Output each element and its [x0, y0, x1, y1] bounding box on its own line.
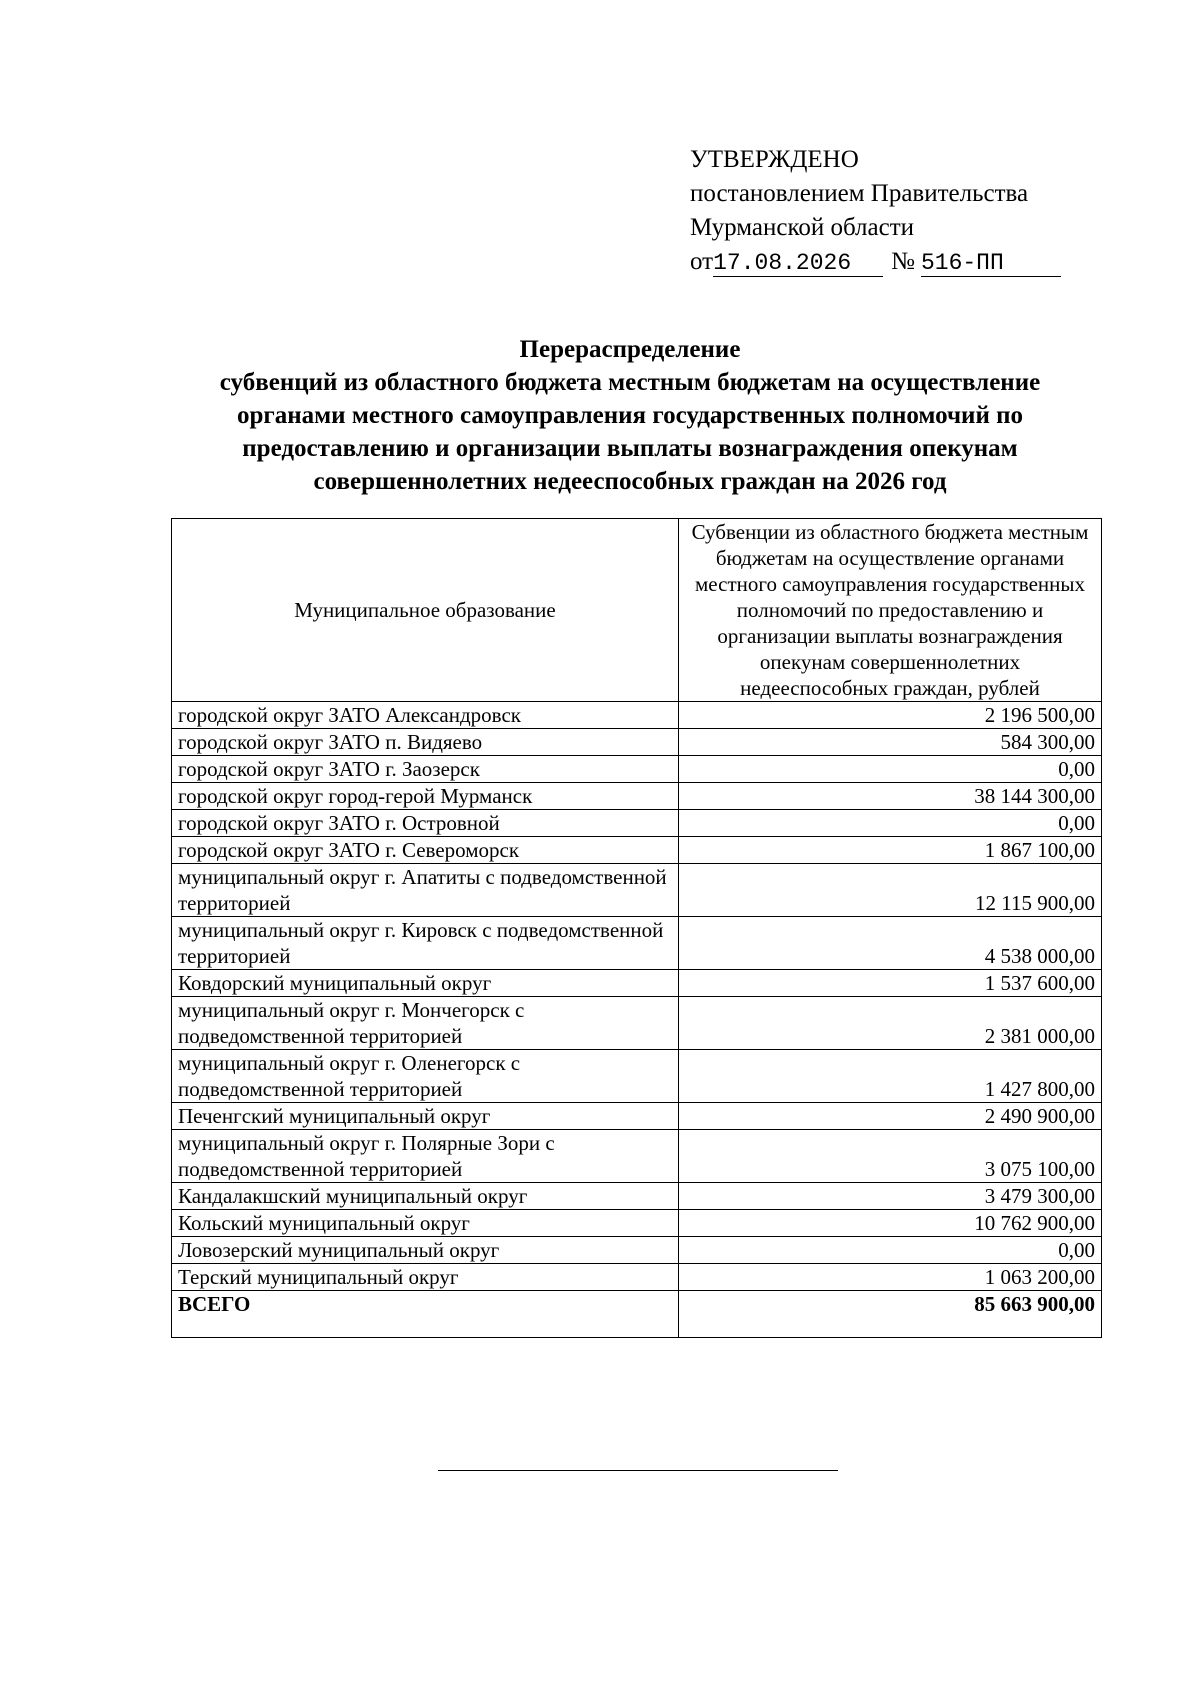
table-row [172, 1264, 1102, 1291]
municipality-name: Терский муниципальный округ [172, 1264, 679, 1291]
municipality-name: Кольский муниципальный округ [172, 1210, 679, 1237]
table-row [172, 1183, 1102, 1210]
municipality-name: муниципальный округ г. Апатиты с подведомственной территорией [172, 864, 679, 917]
subvention-amount: 1 427 800,00 [679, 1050, 1102, 1103]
table-row [172, 864, 1102, 917]
subvention-amount: 1 063 200,00 [679, 1264, 1102, 1291]
municipality-name: Ловозерский муниципальный округ [172, 1237, 679, 1264]
table-row [172, 837, 1102, 864]
table-row [172, 1237, 1102, 1264]
title-line-1: Перераспределение [519, 336, 741, 363]
table-row [172, 729, 1102, 756]
subvention-amount: 0,00 [679, 756, 1102, 783]
total-label: ВСЕГО [172, 1291, 679, 1338]
subvention-amount: 0,00 [679, 1237, 1102, 1264]
subvention-amount: 2 196 500,00 [679, 702, 1102, 729]
table-row [172, 810, 1102, 837]
document-title [150, 333, 1110, 498]
subvention-amount: 12 115 900,00 [679, 864, 1102, 917]
municipality-name: городской округ ЗАТО Александровск [172, 702, 679, 729]
municipality-name: городской округ ЗАТО г. Заозерск [172, 756, 679, 783]
municipality-name: городской округ ЗАТО г. Островной [172, 810, 679, 837]
approval-date-line [690, 245, 1061, 279]
table-row [172, 1130, 1102, 1183]
total-amount: 85 663 900,00 [679, 1291, 1102, 1338]
table-row [172, 1103, 1102, 1130]
subvention-amount: 38 144 300,00 [679, 783, 1102, 810]
table-row [172, 783, 1102, 810]
approval-block [690, 143, 1061, 279]
from-label: от [690, 248, 714, 275]
subvention-amount: 4 538 000,00 [679, 917, 1102, 970]
approval-heading: УТВЕРЖДЕНО [690, 146, 859, 173]
title-line-3: органами местного самоуправления государственных полномочий по [236, 402, 1024, 429]
approval-number: 516-ПП [921, 250, 1061, 277]
approval-line-region: Мурманской области [690, 214, 915, 241]
municipality-name: муниципальный округ г. Полярные Зори с подведомственной территорией [172, 1130, 679, 1183]
end-divider-line [438, 1470, 838, 1471]
table-header-row [172, 519, 1102, 702]
municipality-name: Ковдорский муниципальный округ [172, 970, 679, 997]
table-row [172, 997, 1102, 1050]
subvention-amount: 10 762 900,00 [679, 1210, 1102, 1237]
municipality-name: муниципальный округ г. Кировск с подведомственной территорией [172, 917, 679, 970]
header-subventions: Субвенции из областного бюджета местным бюджетам на осуществление органами местного самоуправления государственных полномочий по предоставлению и организации выплаты вознаграждения опекунам совершеннолетних недееспособных граждан, рублей [679, 519, 1102, 702]
municipality-name: городской округ ЗАТО п. Видяево [172, 729, 679, 756]
number-sign: № [891, 248, 915, 275]
header-municipality: Муниципальное образование [172, 519, 679, 702]
municipality-name: городской округ ЗАТО г. Североморск [172, 837, 679, 864]
subvention-amount: 584 300,00 [679, 729, 1102, 756]
title-line-5: совершеннолетних недееспособных граждан на 2026 год [313, 468, 947, 495]
title-line-4: предоставлению и организации выплаты вознаграждения опекунам [242, 435, 1018, 462]
approval-line-resolution: постановлением Правительства [690, 180, 1029, 207]
table-body [172, 702, 1102, 1338]
municipality-name: Кандалакшский муниципальный округ [172, 1183, 679, 1210]
subvention-amount: 3 075 100,00 [679, 1130, 1102, 1183]
table-row [172, 917, 1102, 970]
table-row [172, 756, 1102, 783]
title-line-2: субвенций из областного бюджета местным бюджетам на осуществление [219, 369, 1041, 396]
approval-date: 17.08.2026 [713, 250, 883, 277]
subvention-amount: 2 490 900,00 [679, 1103, 1102, 1130]
subvention-amount: 3 479 300,00 [679, 1183, 1102, 1210]
municipality-name: муниципальный округ г. Оленегорск с подведомственной территорией [172, 1050, 679, 1103]
table-row [172, 1210, 1102, 1237]
municipality-name: муниципальный округ г. Мончегорск с подведомственной территорией [172, 997, 679, 1050]
table-row [172, 970, 1102, 997]
subvention-amount: 1 867 100,00 [679, 837, 1102, 864]
table-row [172, 702, 1102, 729]
municipality-name: Печенгский муниципальный округ [172, 1103, 679, 1130]
subvention-amount: 2 381 000,00 [679, 997, 1102, 1050]
table-total-row [172, 1291, 1102, 1338]
subvention-amount: 0,00 [679, 810, 1102, 837]
table-row [172, 1050, 1102, 1103]
municipality-name: городской округ город-герой Мурманск [172, 783, 679, 810]
subvention-amount: 1 537 600,00 [679, 970, 1102, 997]
subvention-table [171, 518, 1102, 1338]
